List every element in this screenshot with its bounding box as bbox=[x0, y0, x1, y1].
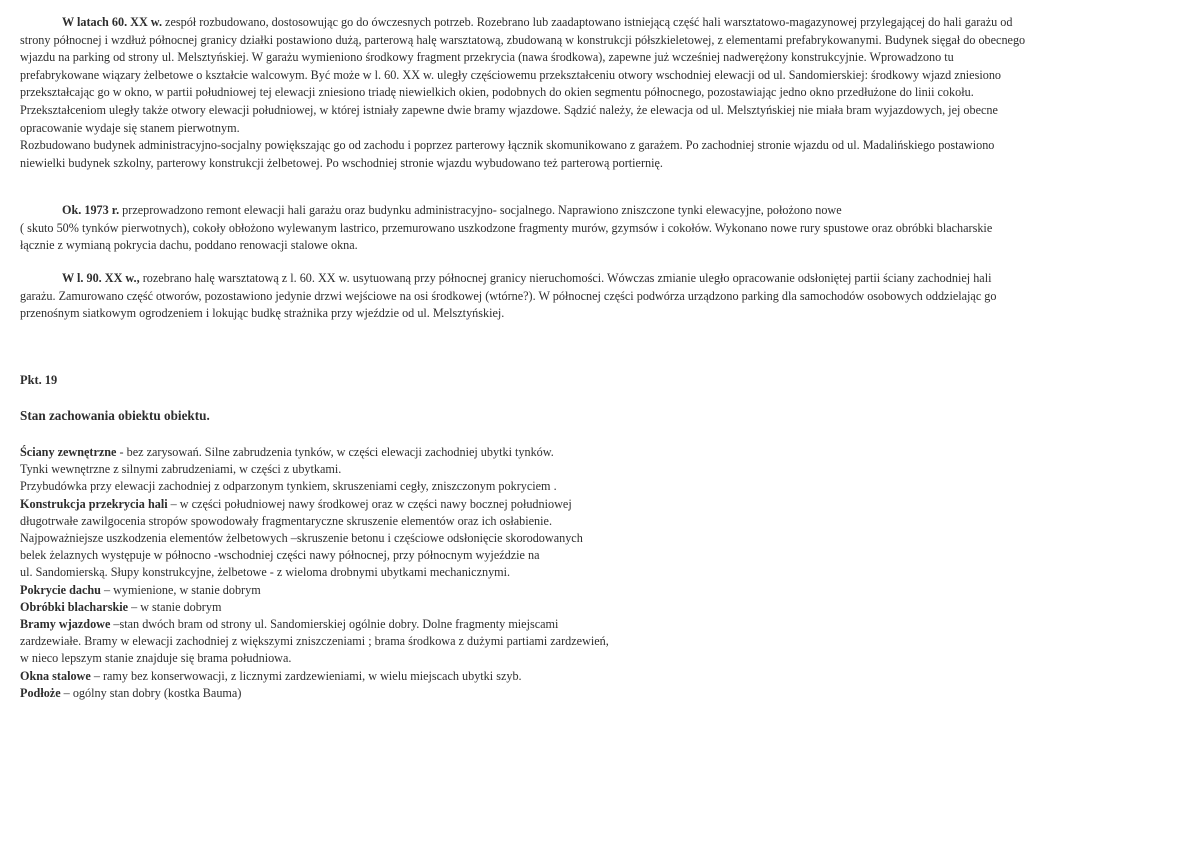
condition-text: – ramy bez konserwowacji, z licznymi zardzewieniami, w wielu miejscach ubytki szyb. bbox=[90, 668, 522, 683]
paragraph-lead: Ok. 1973 r. bbox=[62, 203, 120, 217]
condition-label: Pokrycie dachu bbox=[20, 582, 101, 597]
paragraph-1973 bbox=[20, 202, 1185, 255]
condition-text: – w stanie dobrym bbox=[128, 599, 222, 614]
line-text: zespół rozbudowano, dostosowując go do ówczesnych potrzeb. Rozebrano lub zaadaptowano istniejącą część hali warsztatowo-magazynowej przylegającej do hali garażu od bbox=[162, 15, 1013, 29]
paragraph-line: Rozbudowano budynek administracyjno-socjalny powiększając go od zachodu i poprzez parterowy łącznik skomunikowano z garażem. Po zachodniej stronie wjazdu od ul. Madalińskiego postawiono bbox=[20, 138, 995, 153]
condition-item bbox=[20, 513, 780, 530]
paragraph-line: niewielki budynek szkolny, parterowy konstrukcji żelbetowej. Po wschodniej stronie wjazdu wybudowano też parterową portiernię. bbox=[20, 155, 663, 170]
condition-text: Najpoważniejsze uszkodzenia elementów żelbetowych –skruszenie betonu i częściowe odsłonięcie skorodowanych bbox=[20, 531, 583, 546]
section-title: Stan zachowania obiektu obiektu. bbox=[20, 408, 210, 423]
paragraph-line: ( skuto 50% tynków pierwotnych), cokoły obłożono wylewanym lastrico, przemurowano uszkodzone fragmenty murów, gzymsów i cokołów. Wykonano nowe rury spustowe oraz obróbki blacharskie bbox=[20, 220, 993, 235]
condition-label: Bramy wjazdowe bbox=[20, 617, 111, 632]
condition-text: – wymienione, w stanie dobrym bbox=[100, 582, 261, 597]
condition-text: Przybudówka przy elewacji zachodniej z odparzonym tynkiem, skruszeniami cegły, zniszczonym pokryciem . bbox=[20, 479, 557, 494]
condition-item bbox=[20, 547, 780, 564]
paragraph-1960s bbox=[20, 14, 1185, 172]
paragraph-line bbox=[20, 14, 1185, 32]
condition-text: długotrwałe zawilgocenia stropów spowodowały fragmentaryczne skruszenie elementów oraz ich osłabienie. bbox=[20, 513, 552, 528]
paragraph-line bbox=[20, 202, 1185, 220]
condition-label: Ściany zewnętrzne bbox=[20, 445, 117, 459]
condition-text: – w części południowej nawy środkowej oraz w części nawy bocznej południowej bbox=[167, 496, 572, 511]
paragraph-line: strony północnej i wzdłuż północnej granicy działki postawiono dużą, parterową halę warsztatową, zbudowaną w konstrukcji półszkieletowej, z elementami prefabrykowanymi. Budynek sięgał do obecnego bbox=[20, 32, 1026, 47]
condition-text: –stan dwóch bram od strony ul. Sandomierskiej ogólnie dobry. Dolne fragmenty miejscami bbox=[110, 617, 559, 632]
condition-item bbox=[20, 599, 780, 616]
paragraph-line: przekształcając go w okno, w partii południowej tej elewacji zniesiono triadę niewielkich okien, podobnych do okien segmentu północnego, pozostawiając jedno okno przedłużone do linii cokołu. bbox=[20, 85, 974, 100]
condition-label: Obróbki blacharskie bbox=[20, 599, 129, 614]
condition-item bbox=[20, 650, 780, 667]
condition-label: Okna stalowe bbox=[20, 668, 91, 683]
condition-label: Konstrukcja przekrycia hali bbox=[20, 496, 168, 511]
paragraph-lead: W latach 60. XX w. bbox=[62, 15, 162, 29]
paragraph-1990s bbox=[20, 270, 1185, 323]
condition-text: ul. Sandomierską. Słupy konstrukcyjne, żelbetowe - z wieloma drobnymi ubytkami mechanicznymi. bbox=[20, 565, 511, 580]
condition-item bbox=[20, 530, 780, 547]
condition-text: zardzewiałe. Bramy w elewacji zachodniej z większymi zniszczeniami ; brama środkowa z dużymi partiami zardzewień, bbox=[20, 634, 609, 649]
paragraph-line: opracowanie wydaje się stanem pierwotnym. bbox=[20, 120, 240, 135]
condition-text: Tynki wewnętrzne z silnymi zabrudzeniami, w części z ubytkami. bbox=[20, 462, 342, 477]
condition-item bbox=[20, 633, 780, 650]
paragraph-line: garażu. Zamurowano część otworów, pozostawiono jedynie drzwi wejściowe na osi środkowej (wtórne?). W północnej części podwórza urządzono parking dla samochodów osobowych oddzielając go bbox=[20, 288, 997, 303]
paragraph-line: prefabrykowane wiązary żelbetowe o kształcie walcowym. Być może w l. 60. XX w. uległy częściowemu przekształceniu otwory wschodniej elewacji od ul. Sandomierskiej: środkowy wjazd zniesiono bbox=[20, 67, 1002, 82]
condition-item bbox=[20, 564, 780, 581]
condition-label: Podłoże bbox=[20, 685, 61, 700]
line-text: przeprowadzono remont elewacji hali garażu oraz budynku administracyjno- socjalnego. Naprawiono zniszczone tynki elewacyjne, położono nowe bbox=[119, 203, 842, 217]
paragraph-line: przenośnym siatkowym ogrodzeniem i lokując budkę strażnika przy wjeździe od ul. Melsztyńskiej. bbox=[20, 306, 505, 321]
condition-item bbox=[20, 461, 780, 478]
condition-item bbox=[20, 668, 780, 685]
paragraph-line: łącznie z wymianą pokrycia dachu, poddano renowacji stalowe okna. bbox=[20, 238, 358, 253]
paragraph-line bbox=[20, 270, 1185, 288]
condition-text: w nieco lepszym stanie znajduje się brama południowa. bbox=[20, 651, 292, 666]
condition-item bbox=[20, 616, 780, 633]
paragraph-line: Przekształceniom uległy także otwory elewacji południowej, w której istniały zapewne dwie bramy wjazdowe. Sądzić należy, że elewacja od ul. Melsztyńskiej nie miała bram wyjazdowych, jej obecne bbox=[20, 102, 998, 117]
condition-text: belek żelaznych występuje w północno -wschodniej części nawy północnej, przy północnym wyjeździe na bbox=[20, 548, 540, 563]
point-number: Pkt. 19 bbox=[20, 373, 58, 387]
condition-item bbox=[20, 496, 780, 513]
condition-item bbox=[20, 444, 780, 461]
condition-item bbox=[20, 582, 780, 599]
line-text: rozebrano halę warsztatową z l. 60. XX w. usytuowaną przy północnej granicy nieruchomości. Wówczas zmianie uległo opracowanie odsłoniętej partii ściany zachodniej hali bbox=[139, 271, 992, 285]
paragraph-lead: W l. 90. XX w., bbox=[62, 271, 140, 285]
condition-item bbox=[20, 478, 780, 495]
paragraph-line: wjazdu na parking od strony ul. Melsztyńskiej. W garażu wymieniono środkowy fragment przekrycia (nawa środkowa), zapewne już wcześniej nadwerężony konstrukcyjnie. Wprowadzono tu bbox=[20, 50, 954, 65]
condition-text: - bez zarysowań. Silne zabrudzenia tynków, w części elewacji zachodniej ubytki tynków. bbox=[116, 445, 554, 459]
condition-list bbox=[20, 444, 780, 702]
condition-text: – ogólny stan dobry (kostka Bauma) bbox=[60, 685, 242, 700]
condition-item bbox=[20, 685, 780, 702]
